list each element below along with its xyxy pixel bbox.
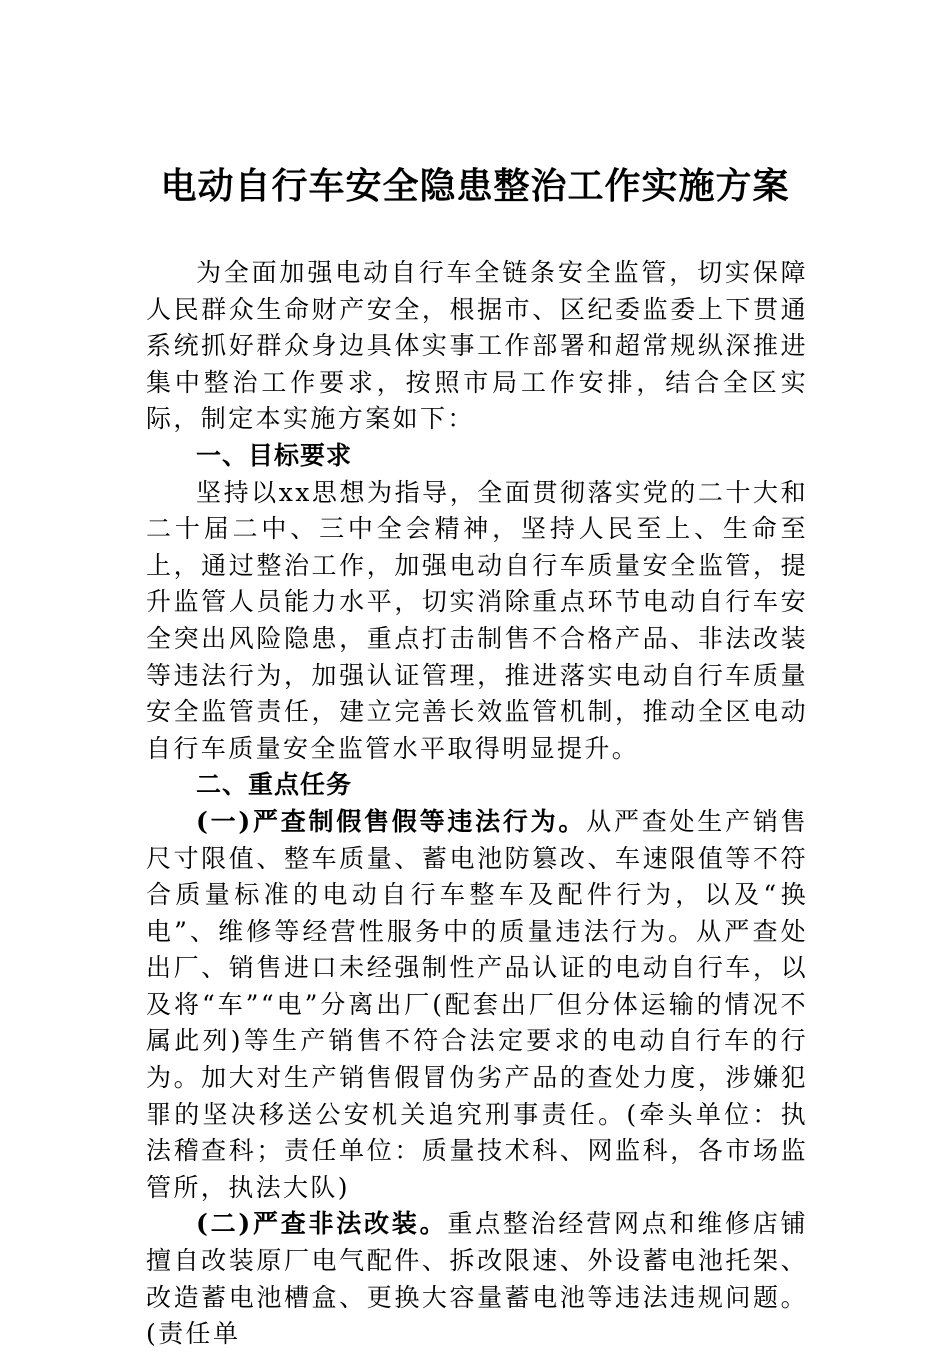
task-item-2 — [146, 1206, 808, 1352]
task-item-1-text: 从严查处生产销售尺寸限值、整车质量、蓄电池防篡改、车速限值等不符合质量标准的电动自行车整车及配件行为，以及“换电”、维修等经营性服务中的质量违法行为。从严查处出厂、销售进口未经强制性产品认证的电动自行车，以及将“车”“电”分离出厂(配套出厂但分体运输的情况不属此列)等生产销售不符合法定要求的电动自行车的行为。加大对生产销售假冒伪劣产品的查处力度，涉嫌犯罪的坚决移送公安机关追究刑事责任。(牵头单位：执法稽查科；责任单位：质量技术科、网监科，各市场监管所，执法大队) — [146, 806, 808, 1202]
task-item-2-text: 重点整治经营网点和维修店铺擅自改装原厂电气配件、拆改限速、外设蓄电池托架、改造蓄电池槽盒、更换大容量蓄电池等违法违规问题。(责任单 — [146, 1209, 808, 1349]
document-title: 电动自行车安全隐患整治工作实施方案 — [160, 165, 790, 207]
task-item-2-lead: (二)严查非法改装。 — [196, 1209, 448, 1239]
intro-paragraph: 为全面加强电动自行车全链条安全监管，切实保障人民群众生命财产安全，根据市、区纪委监委上下贯通系统抓好群众身边具体实事工作部署和超常规纵深推进集中整治工作要求，按照市局工作安排，结合全区实际，制定本实施方案如下： — [146, 258, 808, 434]
section-heading-goals: 一、目标要求 — [196, 440, 353, 470]
goals-paragraph: 坚持以xx思想为指导，全面贯彻落实党的二十大和二十届二中、三中全会精神，坚持人民至上、生命至上，通过整治工作，加强电动自行车质量安全监管，提升监管人员能力水平，切实消除重点环节电动自行车安全突出风险隐患，重点打击制售不合格产品、非法改装等违法行为，加强认证管理，推进落实电动自行车质量安全监管责任，建立完善长效监管机制，推动全区电动自行车质量安全监管水平取得明显提升。 — [146, 477, 808, 763]
section-heading-tasks: 二、重点任务 — [196, 770, 353, 800]
task-item-1-lead: (一)严查制假售假等违法行为。 — [196, 806, 587, 836]
document-body — [146, 255, 808, 1353]
task-item-1 — [146, 804, 808, 1207]
